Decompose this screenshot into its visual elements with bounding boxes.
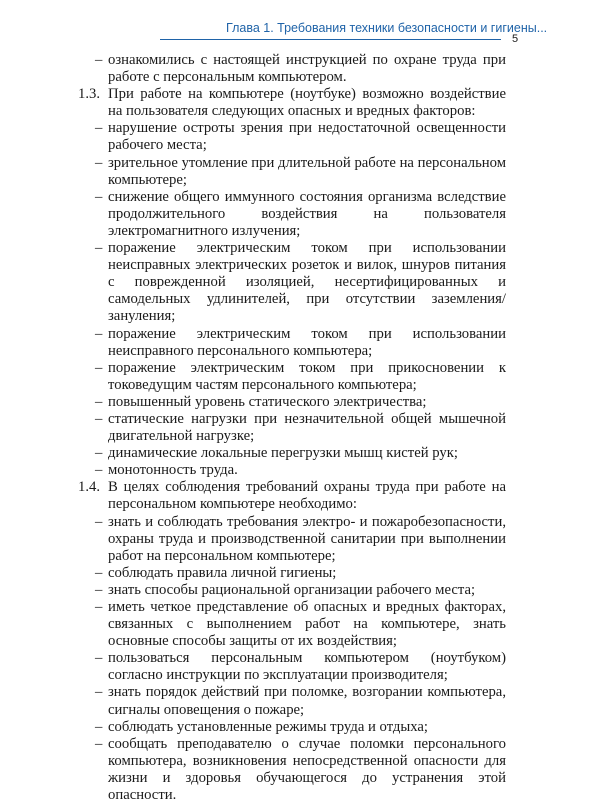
bullet-dash: – bbox=[95, 52, 103, 68]
bullet-dash: – bbox=[95, 120, 103, 137]
item-text: соблюдать правила личной гигиены; bbox=[108, 564, 337, 581]
list-item bbox=[0, 582, 600, 599]
bullet-dash: – bbox=[95, 718, 103, 735]
item-number: 1.4. bbox=[78, 479, 101, 496]
item-text: знать и соблюдать требования электро- и пожаробезопасности, охраны труда и производственной санитарии при выполнении работ на персональном компьютере; bbox=[108, 513, 506, 564]
item-text: динамические локальные перегрузки мышц кистей рук; bbox=[108, 445, 458, 462]
item-text: повышенный уровень статического электричества; bbox=[108, 393, 427, 410]
bullet-dash: – bbox=[95, 684, 103, 701]
bullet-dash: – bbox=[95, 564, 103, 581]
list-item bbox=[0, 565, 600, 582]
item-text: иметь четкое представление об опасных и вредных факторах, связанных с выполнением работ на компьютере, знать основные способы защиты от их воздействия; bbox=[108, 599, 506, 650]
item-text: знать способы рациональной организации рабочего места; bbox=[108, 581, 476, 598]
item-text: знать порядок действий при поломке, возгорании компьютера, сигналы оповещения о пожаре; bbox=[108, 684, 506, 718]
bullet-dash: – bbox=[95, 410, 103, 427]
list-item bbox=[0, 240, 600, 325]
bullet-dash: – bbox=[95, 188, 103, 205]
list-item bbox=[0, 514, 600, 565]
list-item bbox=[0, 394, 600, 411]
item-text: зрительное утомление при длительной работе на персональном компьютере; bbox=[108, 154, 506, 188]
list-item bbox=[0, 411, 600, 445]
bullet-dash: – bbox=[95, 445, 103, 462]
numbered-item bbox=[0, 86, 600, 120]
item-text: ознакомились с настоящей инструкцией по охране труда при работе с персональным компьютером. bbox=[108, 52, 506, 86]
list-item bbox=[0, 360, 600, 394]
list-item bbox=[0, 599, 600, 650]
item-text: монотонность труда. bbox=[108, 462, 238, 479]
page-header bbox=[0, 0, 600, 60]
list-item bbox=[0, 189, 600, 240]
item-text: При работе на компьютере (ноутбуке) возможно воздействие на пользователя следующих опасных и вредных факторов: bbox=[108, 86, 506, 120]
running-title: Глава 1. Требования техники безопасности и гигиены... bbox=[226, 21, 548, 35]
list-item bbox=[0, 462, 600, 479]
list-item bbox=[0, 52, 600, 86]
page-number: 5 bbox=[512, 33, 519, 45]
list-item bbox=[0, 155, 600, 189]
bullet-dash: – bbox=[95, 513, 103, 530]
bullet-dash: – bbox=[95, 240, 103, 257]
item-text: поражение электрическим током при прикосновении к токоведущим частям персонального компьютера; bbox=[108, 359, 506, 393]
bullet-dash: – bbox=[95, 735, 103, 752]
header-rule bbox=[160, 39, 501, 40]
bullet-dash: – bbox=[95, 650, 103, 667]
bullet-dash: – bbox=[95, 599, 103, 615]
list-item bbox=[0, 445, 600, 462]
list-item bbox=[0, 736, 600, 804]
numbered-item bbox=[0, 479, 600, 513]
list-item bbox=[0, 719, 600, 736]
bullet-dash: – bbox=[95, 325, 103, 342]
bullet-dash: – bbox=[95, 462, 103, 479]
item-text: пользоваться персональным компьютером (ноутбуком) согласно инструкции по эксплуатации производителя; bbox=[108, 650, 506, 684]
item-text: статические нагрузки при незначительной общей мышечной двигательной нагрузке; bbox=[108, 410, 506, 445]
item-text: соблюдать установленные режимы труда и отдыха; bbox=[108, 718, 429, 735]
list-item bbox=[0, 120, 600, 154]
bullet-dash: – bbox=[95, 154, 103, 171]
item-text: сообщать преподавателю о случае поломки персонального компьютера, возникновения непосредственной опасности для жизни и здоровья обучающегося до устранения этой опасности. bbox=[108, 735, 506, 804]
item-text: поражение электрическим током при использовании неисправного персонального компьютера; bbox=[108, 325, 506, 359]
bullet-dash: – bbox=[95, 581, 103, 598]
list-item bbox=[0, 326, 600, 360]
item-text: поражение электрическим током при использовании неисправных электрических розеток и вилок, шнуров питания с поврежденной изоляцией, несертифицированных и самодельных удлинителей, при отсутствии заземления/зануления; bbox=[108, 240, 506, 325]
list-item bbox=[0, 684, 600, 718]
bullet-dash: – bbox=[95, 359, 103, 376]
page-body bbox=[0, 52, 600, 804]
item-text: снижение общего иммунного состояния организма вследствие продолжительного воздействия на пользователя электромагнитного излучения; bbox=[108, 188, 506, 239]
bullet-dash: – bbox=[95, 393, 103, 410]
item-text: нарушение остроты зрения при недостаточной освещенности рабочего места; bbox=[108, 120, 506, 154]
item-text: В целях соблюдения требований охраны труда при работе на персональном компьютере необходимо: bbox=[108, 479, 506, 513]
list-item bbox=[0, 650, 600, 684]
item-number: 1.3. bbox=[78, 86, 101, 103]
